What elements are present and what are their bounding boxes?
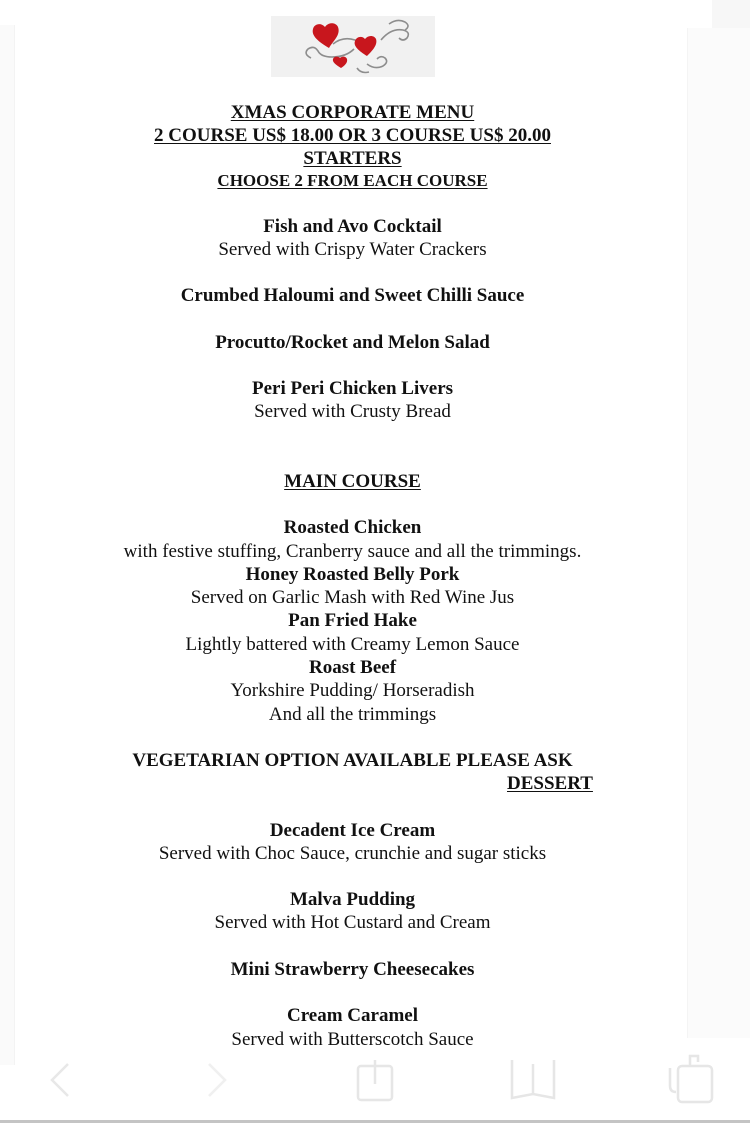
tabs-icon (666, 1052, 716, 1104)
vegetarian-note: VEGETARIAN OPTION AVAILABLE PLEASE ASK (132, 750, 573, 771)
main-item-desc: Lightly battered with Creamy Lemon Sauce (185, 634, 520, 655)
bookmarks-button[interactable] (510, 1058, 556, 1102)
starters-heading: STARTERS (303, 148, 402, 169)
starter-item-name: Fish and Avo Cocktail (263, 216, 442, 237)
forward-button[interactable] (205, 1062, 229, 1098)
main-item-name: Honey Roasted Belly Pork (245, 564, 460, 585)
main-item-desc: Served on Garlic Mash with Red Wine Jus (190, 587, 515, 608)
main-item-desc: And all the trimmings (268, 704, 437, 725)
dessert-item-name: Cream Caramel (286, 1005, 418, 1026)
chevron-left-icon (48, 1062, 72, 1098)
starter-item-desc: Served with Crusty Bread (254, 401, 451, 422)
share-button[interactable] (356, 1058, 396, 1102)
dessert-heading: DESSERT (507, 773, 593, 794)
choose-instruction: CHOOSE 2 FROM EACH COURSE (217, 171, 488, 190)
main-course-heading: MAIN COURSE (284, 471, 421, 492)
dessert-item-desc: Served with Hot Custard and Cream (214, 912, 491, 933)
dessert-item-name: Decadent Ice Cream (269, 820, 436, 841)
main-item-name: Roasted Chicken (283, 517, 422, 538)
dessert-item-name: Mini Strawberry Cheesecakes (230, 959, 475, 980)
tabs-button[interactable] (666, 1052, 716, 1104)
book-icon (510, 1058, 556, 1102)
starter-item-name: Peri Peri Chicken Livers (251, 378, 454, 399)
dessert-item-desc: Served with Choc Sauce, crunchie and sugar sticks (158, 843, 547, 864)
main-item-name: Pan Fried Hake (288, 610, 417, 631)
starter-item-desc: Served with Crispy Water Crackers (218, 239, 487, 260)
main-item-desc: Yorkshire Pudding/ Horseradish (230, 680, 475, 701)
starter-item-name: Procutto/Rocket and Melon Salad (215, 332, 490, 353)
main-item-desc: with festive stuffing, Cranberry sauce and all the trimmings. (123, 541, 582, 562)
starter-item-name: Crumbed Haloumi and Sweet Chilli Sauce (180, 285, 525, 306)
back-button[interactable] (48, 1062, 72, 1098)
menu-title: XMAS CORPORATE MENU (230, 102, 475, 123)
background-page-edge (712, 0, 750, 28)
dessert-item-desc: Served with Butterscotch Sauce (231, 1029, 474, 1050)
hearts-swirl-icon (271, 16, 435, 77)
pricing-line: 2 COURSE US$ 18.00 OR 3 COURSE US$ 20.00 (154, 125, 551, 146)
chevron-right-icon (205, 1062, 229, 1098)
main-item-name: Roast Beef (308, 657, 397, 678)
dessert-item-name: Malva Pudding (289, 889, 416, 910)
browser-toolbar (0, 1048, 750, 1114)
share-icon (356, 1058, 396, 1102)
hearts-banner-image (271, 16, 435, 77)
